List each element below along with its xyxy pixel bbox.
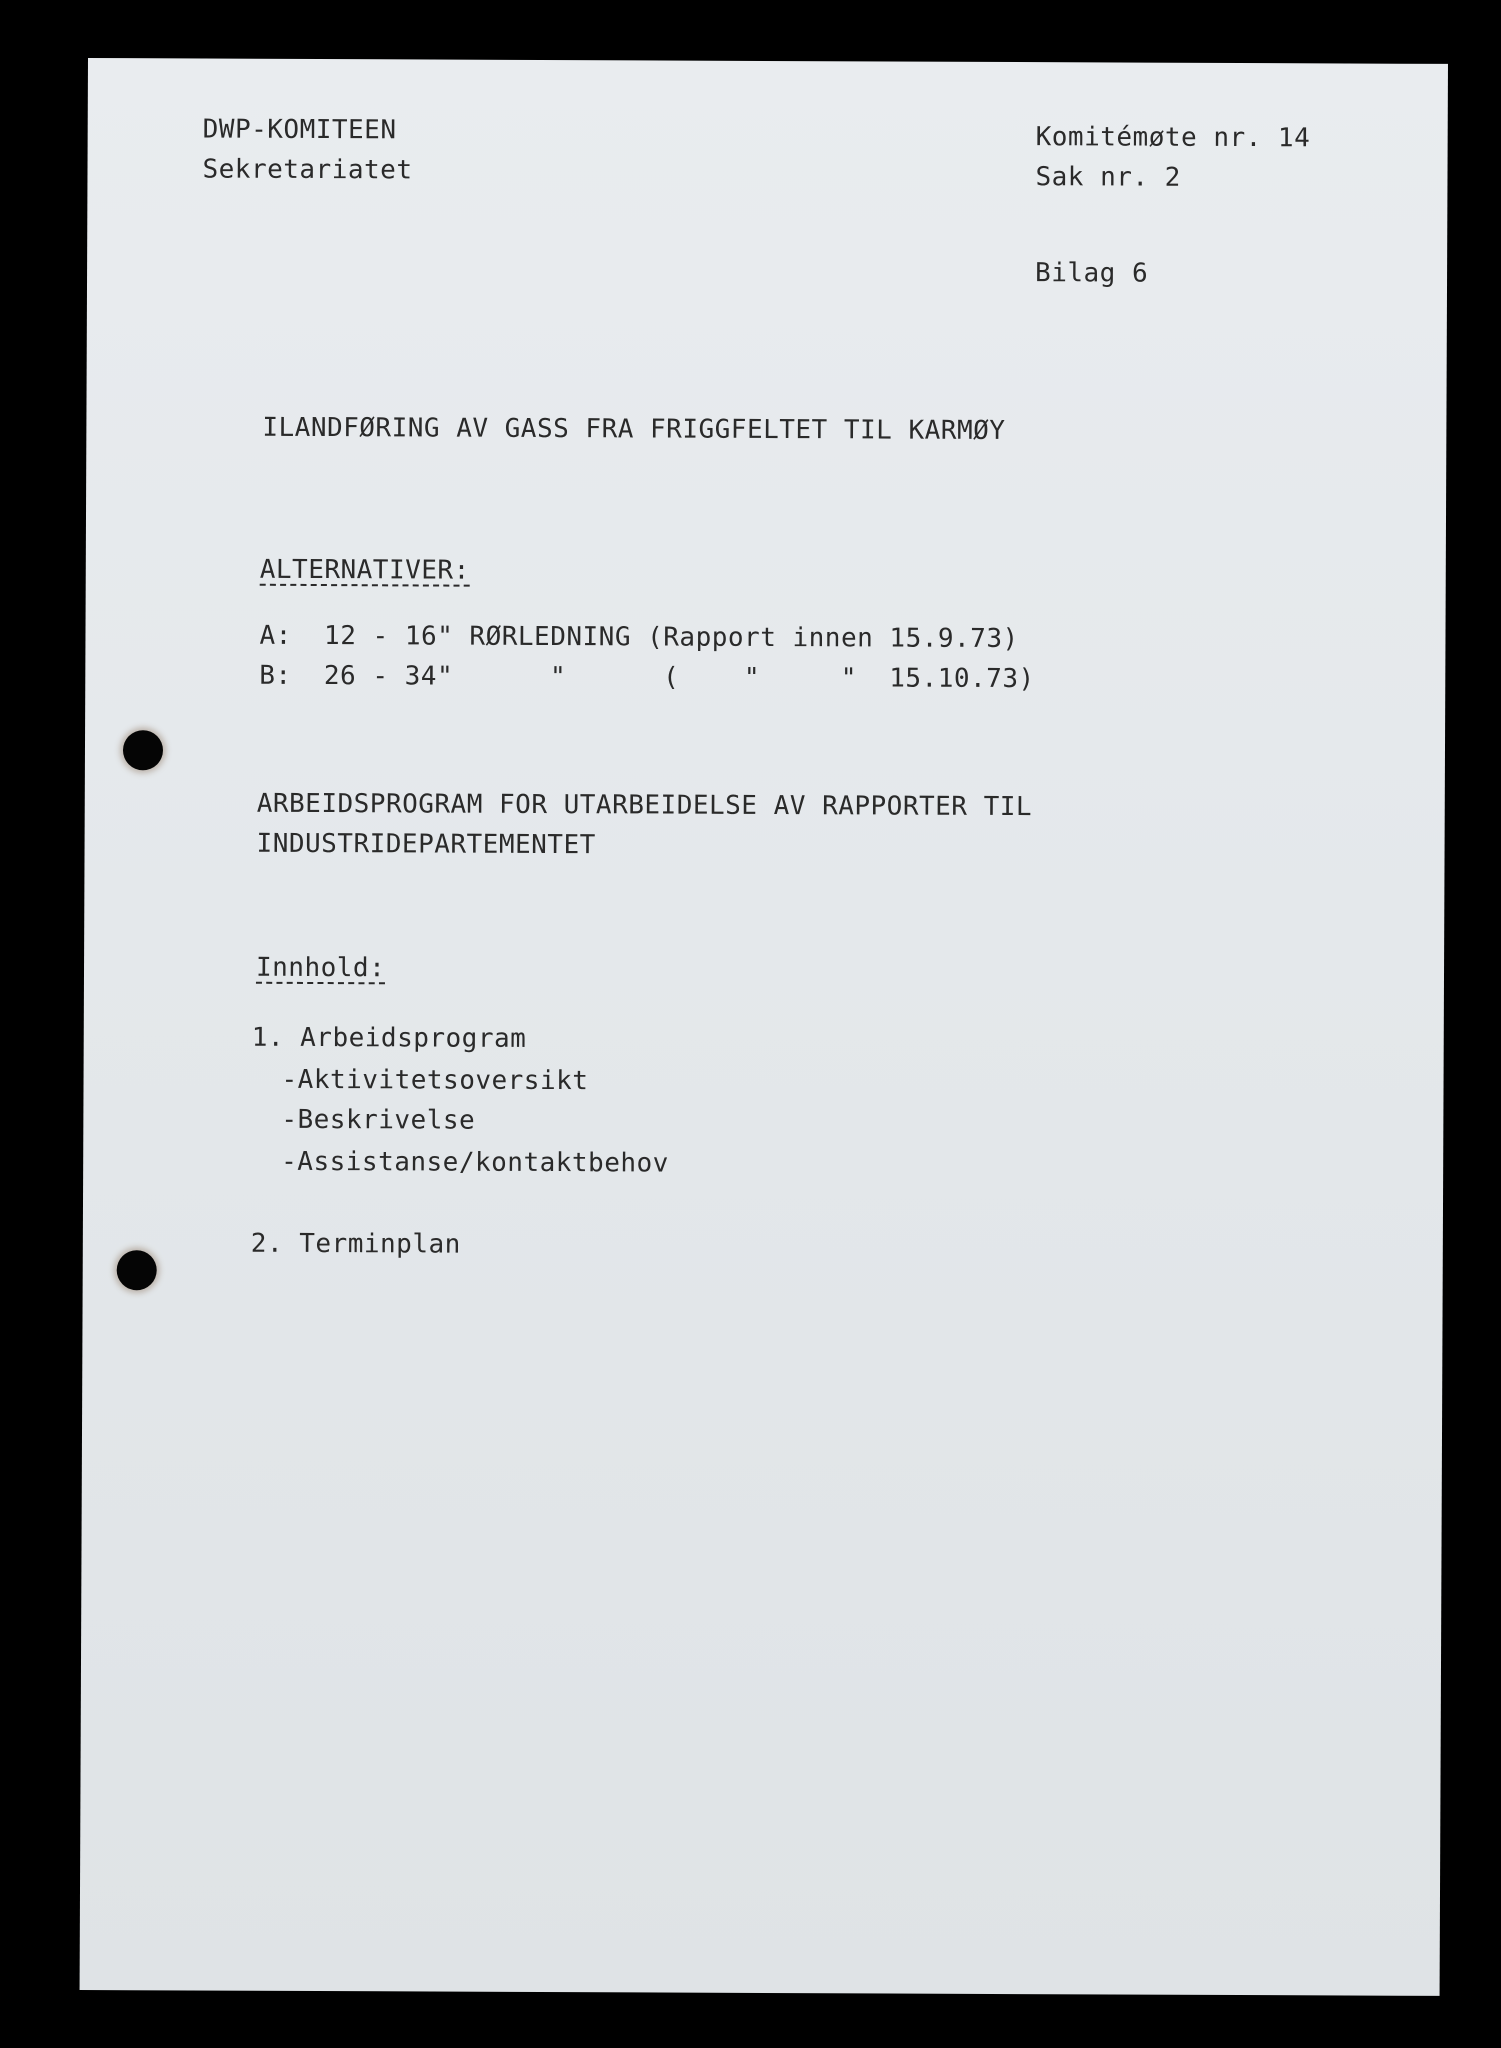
meeting-number: Komitémøte nr. 14 [1035, 122, 1311, 154]
document-title: ILANDFØRING AV GASS FRA FRIGGFELTET TIL KARMØY [262, 412, 1006, 447]
document-page [80, 58, 1448, 1996]
alternative-a: A: 12 - 16" RØRLEDNING (Rapport innen 15.9.73) [259, 620, 1019, 655]
contents-subitem-1: -Aktivitetsoversikt [281, 1064, 589, 1097]
program-line-2: INDUSTRIDEPARTEMENTET [256, 828, 596, 861]
scanner-border [0, 2018, 1501, 2048]
contents-subitem-2: -Beskrivelse [281, 1104, 476, 1136]
punch-hole-bottom [117, 1250, 157, 1290]
contents-item-1: 1. Arbeidsprogram [251, 1022, 527, 1054]
program-line-1: ARBEIDSPROGRAM FOR UTARBEIDELSE AV RAPPORTER TIL [256, 788, 1033, 823]
alternative-b: B: 26 - 34" " ( " " 15.10.73) [259, 660, 1035, 695]
alternatives-heading: ALTERNATIVER: [259, 554, 470, 586]
org-department: Sekretariatet [202, 154, 413, 186]
contents-heading: Innhold: [255, 952, 386, 984]
contents-subitem-3: -Assistanse/kontaktbehov [281, 1146, 669, 1179]
org-name: DWP-KOMITEEN [202, 114, 397, 146]
contents-item-2: 2. Terminplan [250, 1228, 461, 1260]
attachment-number: Bilag 6 [1035, 258, 1149, 289]
punch-hole-top [123, 730, 163, 770]
case-number: Sak nr. 2 [1035, 162, 1181, 193]
